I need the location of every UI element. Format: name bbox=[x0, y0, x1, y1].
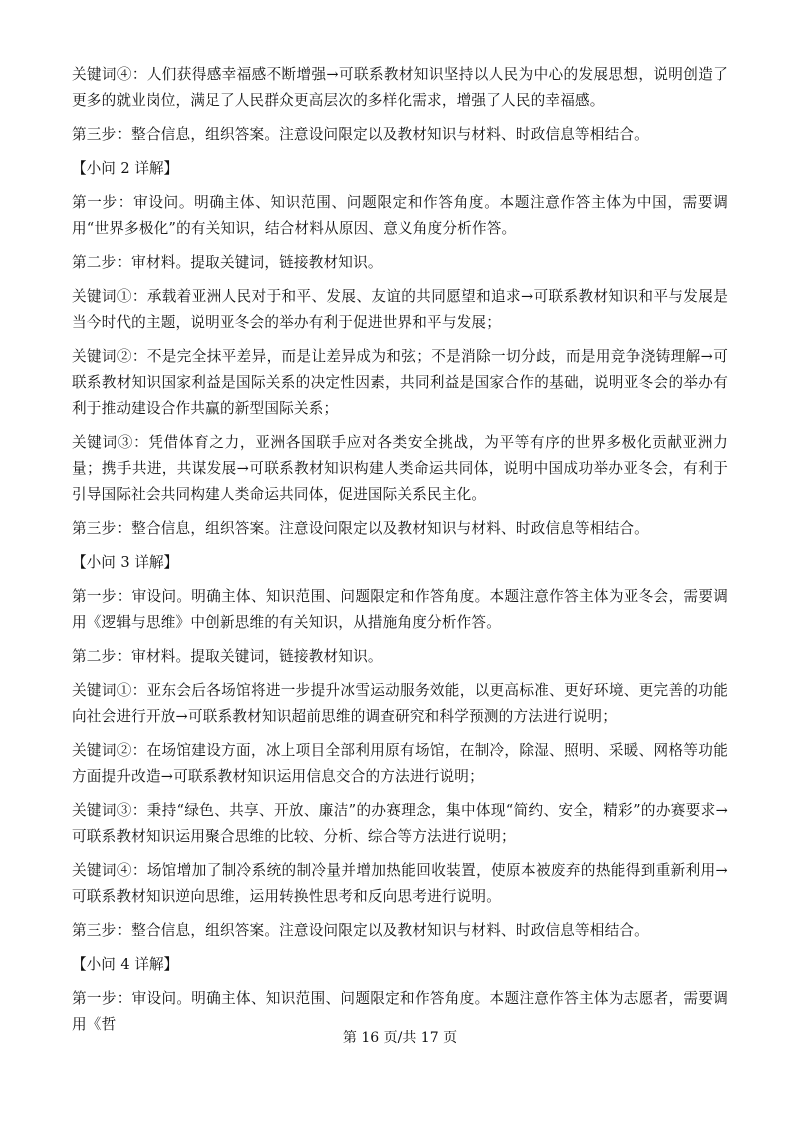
section-heading: 【小问 2 详解】 bbox=[72, 160, 179, 177]
paragraph: 关键词②：不是完全抹平差异，而是让差异成为和弦；不是消除一切分歧，而是用竞争浇铸理解→可联系教材知识国家利益是国际关系的决定性因素，共同利益是国家合作的基础，说明亚冬会的举办有利于推动建设合作共赢的新型国际关系； bbox=[72, 348, 728, 417]
paragraph: 关键词④：场馆增加了制冷系统的制冷量并增加热能回收装置，使原本被废弃的热能得到重新利用→可联系教材知识逆向思维，运用转换性思考和反向思考进行说明。 bbox=[72, 862, 728, 905]
paragraph: 第三步：整合信息，组织答案。注意设问限定以及教材知识与材料、时政信息等相结合。 bbox=[72, 520, 649, 537]
paragraph: 关键词③：秉持“绿色、共享、开放、廉洁”的办赛理念，集中体现“简约、安全，精彩”的办赛要求→可联系教材知识运用聚合思维的比较、分析、综合等方法进行说明； bbox=[72, 802, 728, 845]
paragraph: 关键词①：亚东会后各场馆将进一步提升冰雪运动服务效能，以更高标准、更好环境、更完善的功能向社会进行开放→可联系教材知识超前思维的调查研究和科学预测的方法进行说明； bbox=[72, 682, 728, 725]
paragraph: 第一步：审设问。明确主体、知识范围、问题限定和作答角度。本题注意作答主体为中国，需要调用“世界多极化”的有关知识，结合材料从原因、意义角度分析作答。 bbox=[72, 194, 728, 237]
paragraph: 第一步：审设问。明确主体、知识范围、问题限定和作答角度。本题注意作答主体为亚冬会，需要调用《逻辑与思维》中创新思维的有关知识，从措施角度分析作答。 bbox=[72, 588, 728, 631]
paragraph: 关键词③：凭借体育之力，亚洲各国联手应对各类安全挑战，为平等有序的世界多极化贡献亚洲力量；携手共进，共谋发展→可联系教材知识构建人类命运共同体，说明中国成功举办亚冬会，有利于引导国际社会共同构建人类命运共同体，促进国际关系民主化。 bbox=[72, 434, 728, 503]
paragraph: 关键词①：承载着亚洲人民对于和平、发展、友谊的共同愿望和追求→可联系教材知识和平与发展是当今时代的主题，说明亚冬会的举办有利于促进世界和平与发展； bbox=[72, 288, 728, 331]
paragraph: 第三步：整合信息，组织答案。注意设问限定以及教材知识与材料、时政信息等相结合。 bbox=[72, 126, 649, 143]
section-heading: 【小问 3 详解】 bbox=[72, 554, 179, 571]
paragraph: 第三步：整合信息，组织答案。注意设问限定以及教材知识与材料、时政信息等相结合。 bbox=[72, 922, 649, 939]
document-body bbox=[72, 62, 728, 1046]
paragraph: 关键词②：在场馆建设方面，冰上项目全部利用原有场馆，在制冷，除湿、照明、采暖、网格等功能方面提升改造→可联系教材知识运用信息交合的方法进行说明； bbox=[72, 742, 728, 785]
paragraph: 关键词④：人们获得感幸福感不断增强→可联系教材知识坚持以人民为中心的发展思想，说明创造了更多的就业岗位，满足了人民群众更高层次的多样化需求，增强了人民的幸福感。 bbox=[72, 66, 728, 109]
paragraph: 第一步：审设问。明确主体、知识范围、问题限定和作答角度。本题注意作答主体为志愿者，需要调用《哲 bbox=[72, 990, 728, 1033]
paragraph: 第二步：审材料。提取关键词，链接教材知识。 bbox=[72, 254, 383, 271]
paragraph: 第二步：审材料。提取关键词，链接教材知识。 bbox=[72, 648, 383, 665]
section-heading: 【小问 4 详解】 bbox=[72, 956, 179, 973]
page-footer: 第 16 页/共 17 页 bbox=[342, 1030, 458, 1046]
